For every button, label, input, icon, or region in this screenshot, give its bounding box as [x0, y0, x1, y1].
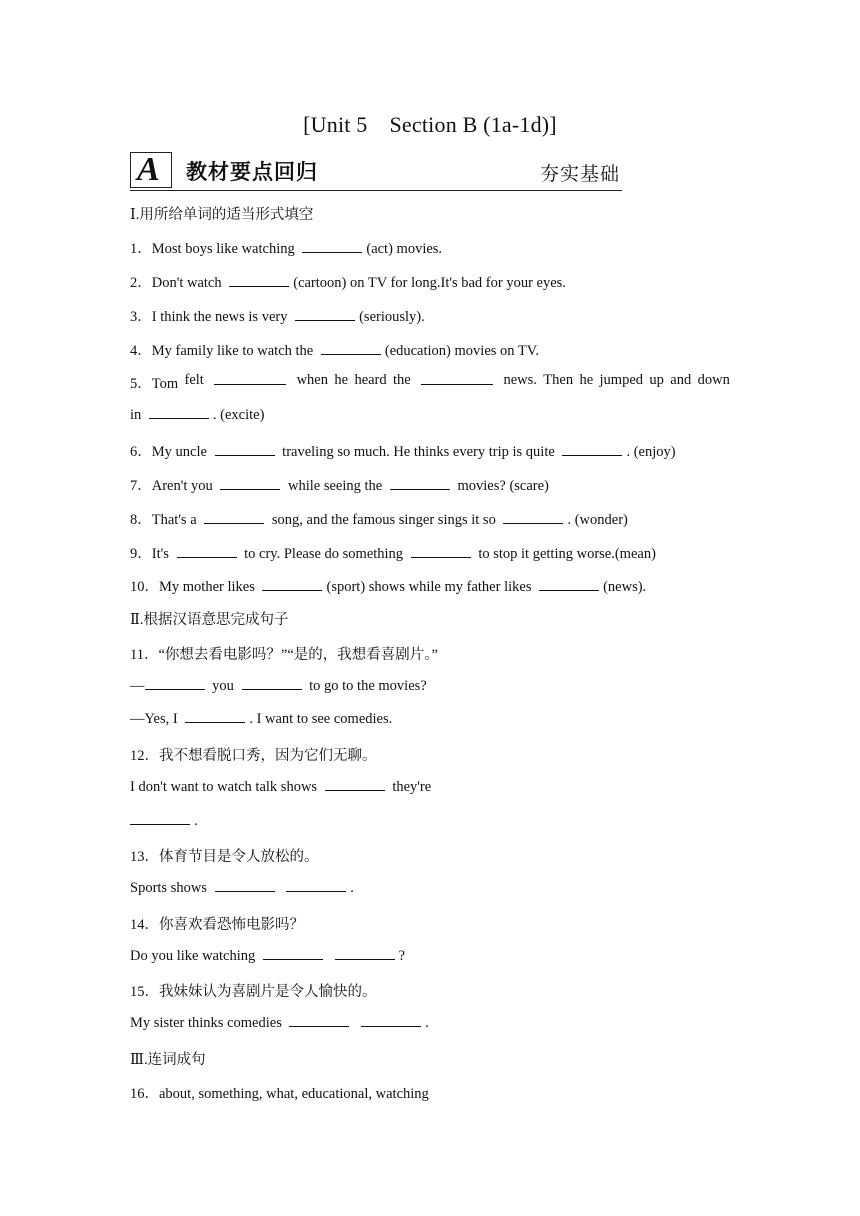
answer-blank[interactable]	[177, 545, 237, 558]
answer-blank[interactable]	[262, 578, 322, 591]
answer-blank[interactable]	[145, 677, 205, 690]
answer-blank[interactable]	[149, 406, 209, 419]
question-14-chinese: 14．你喜欢看恐怖电影吗？	[130, 917, 304, 933]
question-15-line-1: My sister thinks comedies .	[130, 1015, 429, 1031]
answer-blank[interactable]	[263, 947, 323, 960]
question-12-line-2: .	[130, 812, 198, 830]
question-6: 6．My uncle traveling so much. He thinks every trip is quite . (enjoy)	[130, 444, 676, 460]
question-5-cont: in . (excite)	[130, 407, 265, 423]
question-12-line-1: I don't want to watch talk shows they're	[130, 779, 432, 795]
question-11-chinese: 11．“你想去看电影吗？”“是的，我想看喜剧片。”	[130, 647, 438, 663]
question-2: 2．Don't watch (cartoon) on TV for long.It's bad for your eyes.	[130, 275, 566, 291]
answer-blank[interactable]	[539, 578, 599, 591]
answer-blank[interactable]	[421, 372, 493, 385]
banner-subtitle: 夯实基础	[539, 163, 620, 185]
answer-blank[interactable]	[215, 443, 275, 456]
answer-blank[interactable]	[215, 879, 275, 892]
section-banner	[130, 150, 622, 191]
answer-blank[interactable]	[335, 947, 395, 960]
question-11-line-2: —Yes, I . I want to see comedies.	[130, 711, 393, 727]
question-15-chinese: 15．我妹妹认为喜剧片是令人愉快的。	[130, 984, 377, 1000]
answer-blank[interactable]	[503, 511, 563, 524]
question-10: 10．My mother likes (sport) shows while my father likes (news).	[130, 579, 647, 595]
question-8: 8．That's a song, and the famous singer sings it so . (wonder)	[130, 512, 628, 528]
question-7: 7．Aren't you while seeing the movies? (scare)	[130, 478, 549, 494]
question-1: 1．Most boys like watching (act) movies.	[130, 241, 443, 257]
answer-blank[interactable]	[390, 477, 450, 490]
question-4: 4．My family like to watch the (education) movies on TV.	[130, 343, 539, 359]
question-13-chinese: 13．体育节目是令人放松的。	[130, 849, 319, 865]
answer-blank[interactable]	[286, 879, 346, 892]
answer-blank[interactable]	[214, 372, 286, 385]
answer-blank[interactable]	[185, 710, 245, 723]
question-12-chinese: 12．我不想看脱口秀，因为它们无聊。	[130, 748, 377, 764]
question-11-line-1: — you to go to the movies?	[130, 678, 427, 694]
answer-blank[interactable]	[562, 443, 622, 456]
answer-blank[interactable]	[220, 477, 280, 490]
question-3: 3．I think the news is very (seriously).	[130, 309, 425, 325]
question-9: 9．It's to cry. Please do something to stop it getting worse.(mean)	[130, 546, 656, 562]
section-heading: Ⅱ.根据汉语意思完成句子	[130, 612, 289, 628]
section-heading: Ⅰ.用所给单词的适当形式填空	[130, 207, 314, 223]
page-title: [Unit 5 Section B (1a-1d)]	[303, 112, 557, 137]
answer-blank[interactable]	[361, 1014, 421, 1027]
answer-blank[interactable]	[325, 778, 385, 791]
question-13-line-1: Sports shows .	[130, 880, 354, 896]
answer-blank[interactable]	[242, 677, 302, 690]
banner-title: 教材要点回归	[186, 160, 318, 184]
question-14-line-1: Do you like watching ?	[130, 948, 405, 964]
answer-blank[interactable]	[411, 545, 471, 558]
banner-logo: A	[130, 152, 172, 188]
answer-blank[interactable]	[321, 342, 381, 355]
answer-blank[interactable]	[295, 308, 355, 321]
section-heading: Ⅲ.连词成句	[130, 1052, 206, 1068]
answer-blank[interactable]	[302, 240, 362, 253]
question-5: 5．Tom felt when he heard the news. Then he jumped up and down	[130, 372, 730, 392]
answer-blank[interactable]	[204, 511, 264, 524]
answer-blank[interactable]	[130, 812, 190, 825]
answer-blank[interactable]	[289, 1014, 349, 1027]
question-16: 16．about, something, what, educational, watching	[130, 1086, 429, 1102]
answer-blank[interactable]	[229, 274, 289, 287]
